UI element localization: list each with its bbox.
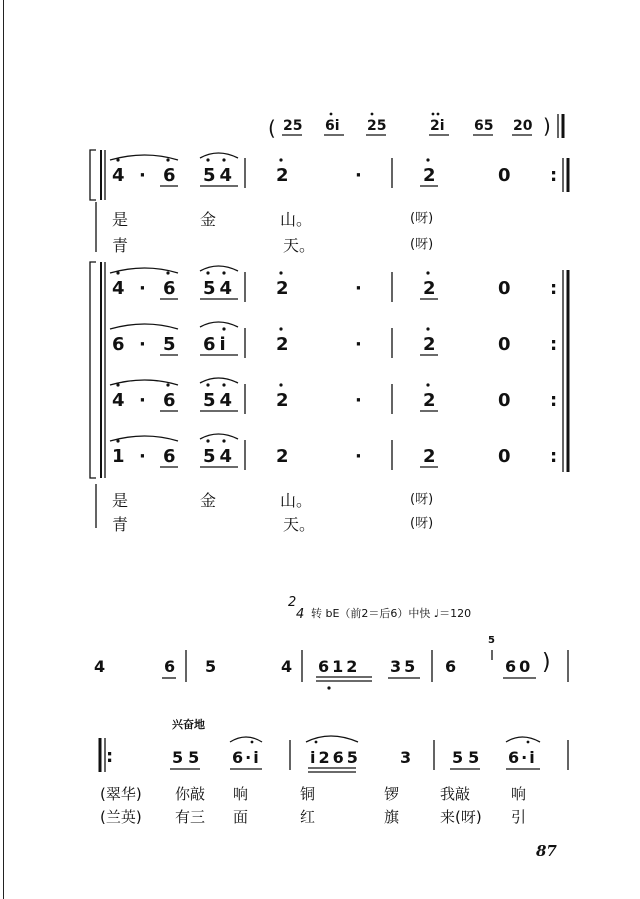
- lyric: 锣: [384, 785, 400, 803]
- note: 0: [498, 278, 511, 299]
- slur: [306, 736, 358, 742]
- note: 6: [445, 657, 457, 676]
- note-dot: ·: [355, 165, 362, 186]
- singer-label: (兰英): [100, 808, 142, 826]
- slur: [110, 324, 178, 329]
- paren-close: ): [542, 650, 551, 675]
- note: 2: [423, 278, 436, 299]
- note: 6·i: [508, 748, 537, 767]
- note: 0: [498, 334, 511, 355]
- lyric: 青: [112, 515, 129, 534]
- note: 55: [452, 748, 485, 767]
- lyric: 是: [112, 491, 129, 510]
- note: 60: [505, 657, 534, 676]
- note: 6: [112, 334, 125, 355]
- grace-note: 5: [488, 635, 495, 646]
- lyric: 铜: [300, 785, 316, 803]
- lyric: 天。: [283, 236, 316, 255]
- lyric: 我敲: [440, 785, 471, 803]
- note: i265: [310, 748, 361, 767]
- lyric: 青: [112, 236, 129, 255]
- note: 6i: [203, 334, 230, 355]
- tempo-text: 转 bE（前2＝后6）中快 ♩＝120: [311, 607, 472, 620]
- note: 6: [163, 390, 176, 411]
- note: 54: [203, 278, 237, 299]
- repeat-colon: :: [550, 278, 558, 299]
- note: 2: [276, 446, 289, 467]
- note: 2: [276, 390, 289, 411]
- note: 54: [203, 390, 237, 411]
- intro-note: 25: [283, 118, 303, 134]
- lyric: 山。: [280, 210, 313, 229]
- lyric: (呀): [410, 211, 434, 226]
- intro-note: 20: [513, 118, 533, 134]
- lyric: 是: [112, 210, 129, 229]
- note: 1: [112, 446, 125, 467]
- note-dot: ·: [139, 334, 146, 355]
- system-bracket: [90, 262, 96, 478]
- note: 5: [163, 334, 176, 355]
- note: 35: [390, 657, 419, 676]
- note: 0: [498, 446, 511, 467]
- page-number: 87: [536, 842, 557, 860]
- note-dot: ·: [355, 446, 362, 467]
- slur: [200, 322, 238, 327]
- note: 6: [163, 165, 176, 186]
- note: 6: [164, 657, 176, 676]
- note: 6: [163, 278, 176, 299]
- slur: [200, 378, 238, 383]
- slur: [110, 436, 178, 441]
- note: 5: [205, 657, 217, 676]
- lyric: 红: [300, 808, 316, 826]
- repeat-colon: :: [550, 334, 558, 355]
- lyric: 山。: [280, 491, 313, 510]
- repeat-colon: :: [106, 746, 114, 767]
- note: 2: [276, 334, 289, 355]
- note-dot: ·: [355, 278, 362, 299]
- slur: [200, 266, 238, 271]
- time-signature-top: 2: [288, 595, 297, 610]
- note: 6: [163, 446, 176, 467]
- lyric: (呀): [410, 237, 434, 252]
- note: 2: [423, 165, 436, 186]
- repeat-colon: :: [550, 446, 558, 467]
- intro-note: 6i: [325, 118, 340, 134]
- system-bracket: [90, 150, 96, 200]
- note: 4: [112, 390, 125, 411]
- note-dot: ·: [139, 165, 146, 186]
- lyric: 天。: [283, 515, 316, 534]
- note: 4: [94, 657, 106, 676]
- slur: [506, 737, 540, 742]
- paren-close: ): [543, 114, 551, 138]
- paren-open: (: [268, 116, 276, 140]
- lyric: 引: [511, 808, 527, 826]
- lyric: 来(呀): [440, 808, 482, 826]
- note: 2: [423, 390, 436, 411]
- note: 2: [423, 446, 436, 467]
- note: 2: [276, 165, 289, 186]
- note: 0: [498, 390, 511, 411]
- repeat-colon: :: [550, 165, 558, 186]
- intro-note: 2i: [430, 118, 445, 134]
- lyric: (呀): [410, 492, 434, 507]
- lyric: 你敲: [175, 785, 206, 803]
- lyric: 金: [200, 491, 217, 510]
- note: 54: [203, 165, 237, 186]
- intro-note: 25: [367, 118, 387, 134]
- slur: [200, 153, 238, 158]
- note: 4: [112, 278, 125, 299]
- note: 0: [498, 165, 511, 186]
- lyric: 金: [200, 210, 217, 229]
- note: 612: [318, 657, 361, 676]
- note: 55: [172, 748, 205, 767]
- time-signature-bottom: 4: [296, 607, 305, 622]
- note: 4: [112, 165, 125, 186]
- lyric: 有三: [175, 808, 206, 826]
- note-dot: ·: [139, 390, 146, 411]
- slur: [230, 737, 262, 742]
- intro-note: 65: [474, 118, 494, 134]
- note-dot: ·: [139, 278, 146, 299]
- lyric: 响: [233, 785, 249, 803]
- note: 2: [423, 334, 436, 355]
- lyric: 响: [511, 785, 527, 803]
- lyric: 面: [233, 808, 249, 826]
- singer-label: (翠华): [100, 785, 142, 803]
- note: 6·i: [232, 748, 261, 767]
- note: 54: [203, 446, 237, 467]
- note-dot: ·: [139, 446, 146, 467]
- note: 2: [276, 278, 289, 299]
- repeat-colon: :: [550, 390, 558, 411]
- slur: [200, 434, 238, 439]
- expression-mark: 兴奋地: [172, 718, 205, 731]
- note-dot: ·: [355, 334, 362, 355]
- lyric: (呀): [410, 516, 434, 531]
- note: 3: [400, 748, 412, 767]
- lyric: 旗: [384, 808, 400, 826]
- note: 4: [281, 657, 293, 676]
- note-dot: ·: [355, 390, 362, 411]
